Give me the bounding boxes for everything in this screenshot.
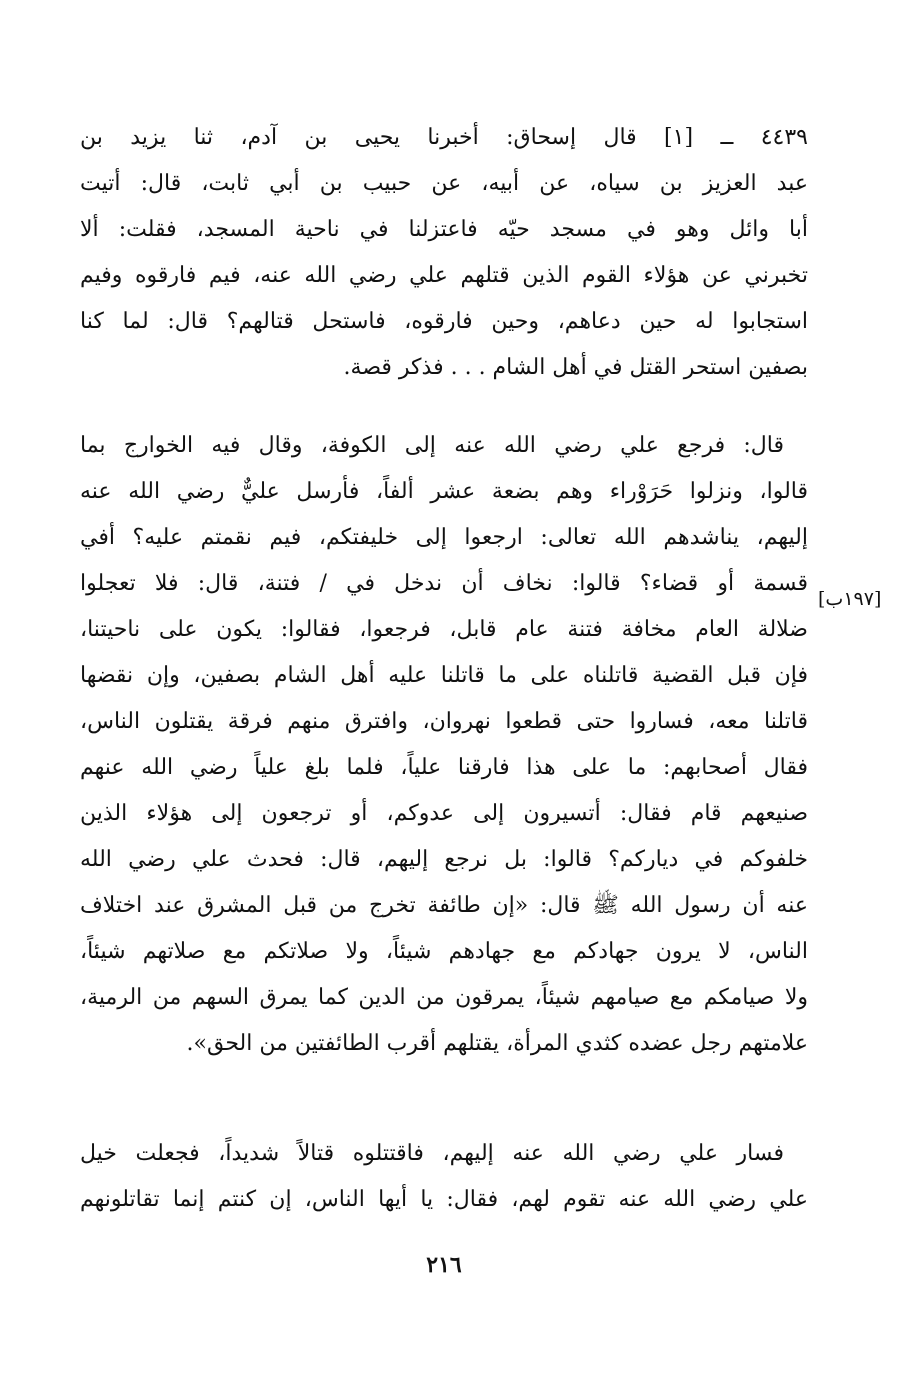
paragraph-hadith-header — [80, 115, 808, 391]
text-line: بصفين استحر القتل في أهل الشام . . . فذكر قصة. — [343, 355, 808, 380]
text-line: فسار علي رضي الله عنه إليهم، فاقتتلوه قتالاً شديداً، فجعلت خيل — [80, 1141, 784, 1166]
text-line: ٤٤٣٩ ــ [١] قال إسحاق: أخبرنا يحيى بن آدم، ثنا يزيد بن — [80, 125, 808, 150]
text-line: قال: فرجع علي رضي الله عنه إلى الكوفة، وقال فيه الخوارج بما — [80, 433, 784, 458]
text-line: إليهم، يناشدهم الله تعالى: ارجعوا إلى خليفتكم، فيم نقمتم عليه؟ أفي — [80, 525, 808, 550]
text-line: علي رضي الله عنه تقوم لهم، فقال: يا أيها الناس، إن كنتم إنما تقاتلونهم — [80, 1187, 808, 1212]
page-number: ٢١٦ — [426, 1252, 462, 1278]
text-line: قسمة أو قضاء؟ قالوا: نخاف أن ندخل في / فتنة، قال: فلا تعجلوا — [80, 571, 808, 596]
text-line: أبا وائل وهو في مسجد حيّه فاعتزلنا في ناحية المسجد، فقلت: ألا — [80, 217, 808, 242]
text-line: الناس، لا يرون جهادكم مع جهادهم شيئاً، ولا صلاتكم مع صلاتهم شيئاً، — [80, 939, 808, 964]
text-line: فإن قبل القضية قاتلناه على ما قاتلنا عليه أهل الشام بصفين، وإن نقضها — [80, 663, 808, 688]
margin-folio-note: [١٩٧ب] — [818, 588, 882, 610]
text-line: فقال أصحابهم: ما على هذا فارقنا علياً، فلما بلغ علياً رضي الله عنهم — [80, 755, 808, 780]
text-line: صنيعهم قام فقال: أتسيرون إلى عدوكم، أو ترجعون إلى هؤلاء الذين — [80, 801, 808, 826]
text-line: عنه أن رسول الله ﷺ قال: «إن طائفة تخرج من قبل المشرق عند اختلاف — [80, 893, 808, 918]
text-line: قالوا، ونزلوا حَرَوْراء وهم بضعة عشر ألفاً، فأرسل عليٌّ رضي الله عنه — [80, 479, 808, 504]
text-line: ضلالة العام مخافة فتنة عام قابل، فرجعوا، فقالوا: يكون على ناحيتنا، — [80, 617, 808, 642]
text-line: عبد العزيز بن سياه، عن أبيه، عن حبيب بن أبي ثابت، قال: أتيت — [80, 171, 808, 196]
paragraph-battle — [80, 1131, 808, 1223]
text-line: تخبرني عن هؤلاء القوم الذين قتلهم علي رضي الله عنه، فيم فارقوه وفيم — [80, 263, 808, 288]
text-line: قاتلنا معه، فساروا حتى قطعوا نهروان، وافترق منهم فرقة يقتلون الناس، — [80, 709, 808, 734]
text-line: استجابوا له حين دعاهم، وحين فارقوه، فاستحل قتالهم؟ قال: لما كنا — [80, 309, 808, 334]
text-line: علامتهم رجل عضده كثدي المرأة، يقتلهم أقرب الطائفتين من الحق». — [186, 1031, 808, 1056]
text-line: ولا صيامكم مع صيامهم شيئاً، يمرقون من الدين كما يمرق السهم من الرمية، — [80, 985, 808, 1010]
paragraph-narrative — [80, 423, 808, 1067]
text-line: خلفوكم في دياركم؟ قالوا: بل نرجع إليهم، قال: فحدث علي رضي الله — [80, 847, 808, 872]
